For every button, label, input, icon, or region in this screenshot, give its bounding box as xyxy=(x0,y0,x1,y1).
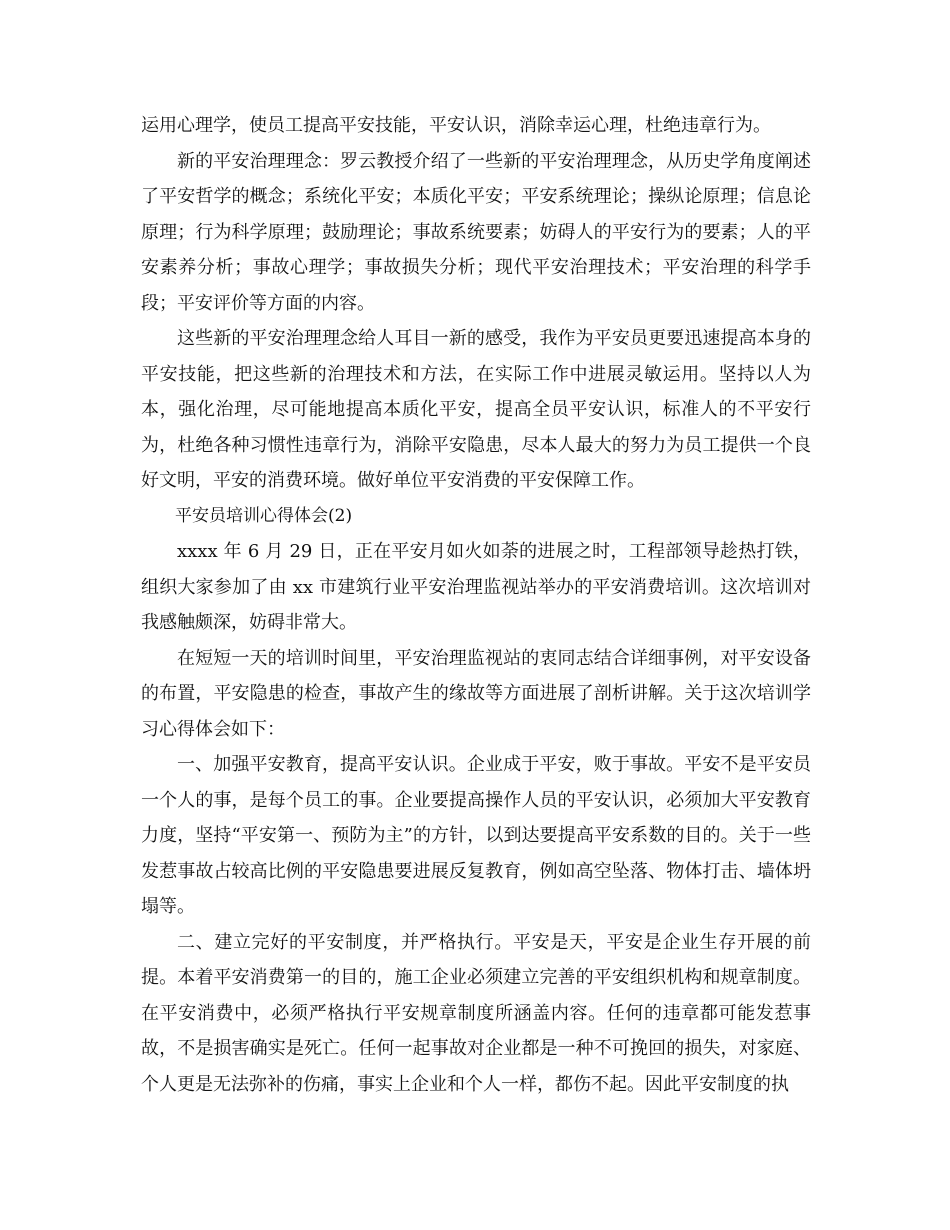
paragraph-reflection: 这些新的平安治理理念给人耳目一新的感受，我作为平安员更要迅速提高本身的平安技能，把这些新的治理技术和方法，在实际工作中进展灵敏运用。坚持以人为本，强化治理，尽可能地提高本质化平安，提高全员平安认识，标准人的不平安行为，杜绝各种习惯性违章行为，消除平安隐患，尽本人最大的努力为员工提供一个良好文明，平安的消费环境。做好单位平安消费的平安保障工作。 xyxy=(141,328,811,491)
paragraph-training-content: 在短短一天的培训时间里，平安治理监视站的衷同志结合详细事例，对平安设备的布置，平安隐患的检查，事故产生的缘故等方面进展了剖析讲解。关于这次培训学习心得体会如下： xyxy=(141,647,811,740)
section-heading: 平安员培训心得体会(2) xyxy=(175,505,353,526)
paragraph-continuation: 运用心理学，使员工提高平安技能，平安认识，消除幸运心理，杜绝违章行为。 xyxy=(141,115,771,136)
paragraph-training-intro: xxxx 年 6 月 29 日，正在平安月如火如荼的进展之时，工程部领导趁热打铁，组织大家参加了由 xx 市建筑行业平安治理监视站举办的平安消费培训。这次培训对我感触颇深，妨碍非常大。 xyxy=(141,541,811,633)
paragraph-point-one: 一、加强平安教育，提高平安认识。企业成于平安，败于事故。平安不是平安员一个人的事，是每个员工的事。企业要提高操作人员的平安认识，必须加大平安教育力度，坚持“平安第一、预防为主”的方针，以到达要提高平安系数的目的。关于一些发惹事故占较高比例的平安隐患要进展反复教育，例如高空坠落、物体打击、墙体坍塌等。 xyxy=(141,754,811,917)
paragraph-new-management-concepts: 新的平安治理理念：罗云教授介绍了一些新的平安治理理念，从历史学角度阐述了平安哲学的概念；系统化平安；本质化平安；平安系统理论；操纵论原理；信息论原理；行为科学原理；鼓励理论；事故系统要素；妨碍人的平安行为的要素；人的平安素养分析；事故心理学；事故损失分析；现代平安治理技术；平安治理的科学手段；平安评价等方面的内容。 xyxy=(141,150,811,314)
document-page xyxy=(141,108,811,1102)
paragraph-point-two: 二、建立完好的平安制度，并严格执行。平安是天，平安是企业生存开展的前提。本着平安消费第一的目的，施工企业必须建立完善的平安组织机构和规章制度。在平安消费中，必须严格执行平安规章制度所涵盖内容。任何的违章都可能发惹事故，不是损害确实是死亡。任何一起事故对企业都是一种不可挽回的损失，对家庭、个人更是无法弥补的伤痛，事实上企业和个人一样，都伤不起。因此平安制度的执 xyxy=(141,931,811,1095)
